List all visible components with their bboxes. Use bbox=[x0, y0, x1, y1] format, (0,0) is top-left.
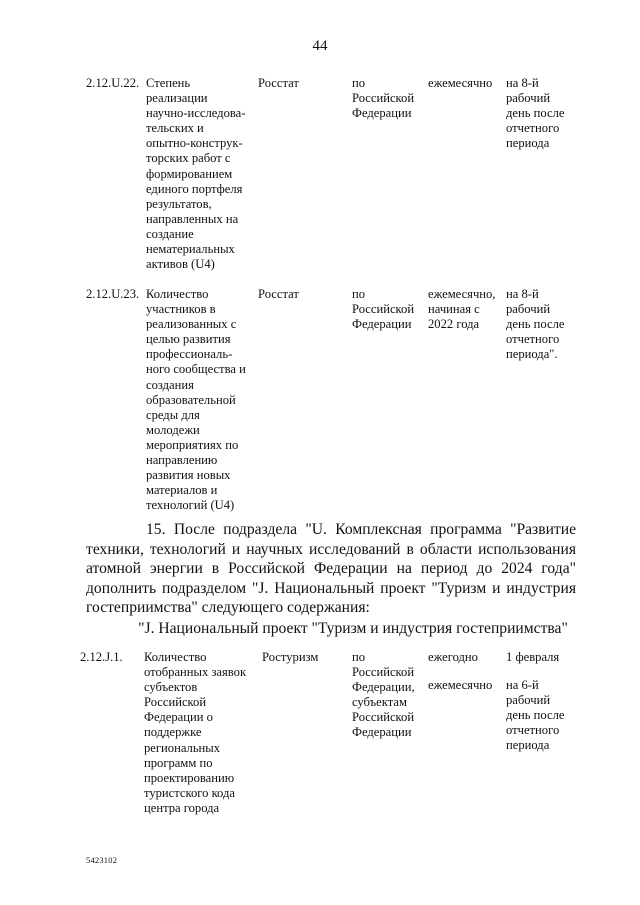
indicator-code: 2.12.U.22. bbox=[86, 76, 140, 90]
document-id: 5423102 bbox=[86, 855, 118, 865]
section-heading: "J. Национальный проект "Туризм и индустрия гостеприимства" bbox=[138, 620, 568, 637]
frequency-annual: ежегодно bbox=[428, 650, 478, 664]
responsible-agency: Росстат bbox=[258, 287, 299, 301]
indicator-name: Степень реализации научно-исследова- тельских и опытно-конструк- торских работ с формированием единого портфеля результатов, направленных на создание нематериальных активов (U4) bbox=[146, 76, 246, 272]
paragraph-line: атомной энергии в Российской Федерации на период до 2024 года" bbox=[86, 560, 576, 577]
responsible-agency: Росстат bbox=[258, 76, 299, 90]
deadline: на 8-й рабочий день после отчетного периода bbox=[506, 76, 565, 151]
frequency: ежемесячно bbox=[428, 76, 493, 90]
frequency: ежемесячно, начиная с 2022 года bbox=[428, 287, 496, 332]
paragraph-line: техники, технологий и научных исследований в области использования bbox=[86, 540, 576, 558]
aggregation-level: по Российской Федерации bbox=[352, 287, 415, 332]
deadline-monthly: на 6-й рабочий день после отчетного периода bbox=[506, 678, 565, 753]
aggregation-level: по Российской Федерации bbox=[352, 76, 415, 121]
deadline: на 8-й рабочий день после отчетного периода". bbox=[506, 287, 565, 362]
indicator-name: Количество участников в реализованных с целью развития профессиональ- ного сообщества и создания образовательной среды для молодежи мероприятиях по направлению развития новых материалов и технологий (U4) bbox=[146, 287, 246, 513]
paragraph-line: дополнить подразделом "J. Национальный проект "Туризм и индустрия bbox=[86, 579, 576, 597]
indicator-code: 2.12.J.1. bbox=[80, 650, 123, 664]
page-number: 44 bbox=[312, 38, 328, 54]
frequency-monthly: ежемесячно bbox=[428, 678, 493, 692]
paragraph-line: 15. После подраздела "U. Комплексная программа "Развитие bbox=[146, 521, 576, 538]
responsible-agency: Ростуризм bbox=[262, 650, 319, 664]
deadline-annual: 1 февраля bbox=[506, 650, 560, 664]
paragraph-line: гостеприимства" следующего содержания: bbox=[86, 599, 370, 616]
aggregation-level: по Российской Федерации, субъектам Российской Федерации bbox=[352, 650, 415, 740]
amendment-paragraph bbox=[86, 520, 576, 618]
indicator-name: Количество отобранных заявок субъектов Российской Федерации о поддержке региональных программ по проектированию туристского кода центра города bbox=[144, 650, 247, 815]
indicator-code: 2.12.U.23. bbox=[86, 287, 140, 301]
